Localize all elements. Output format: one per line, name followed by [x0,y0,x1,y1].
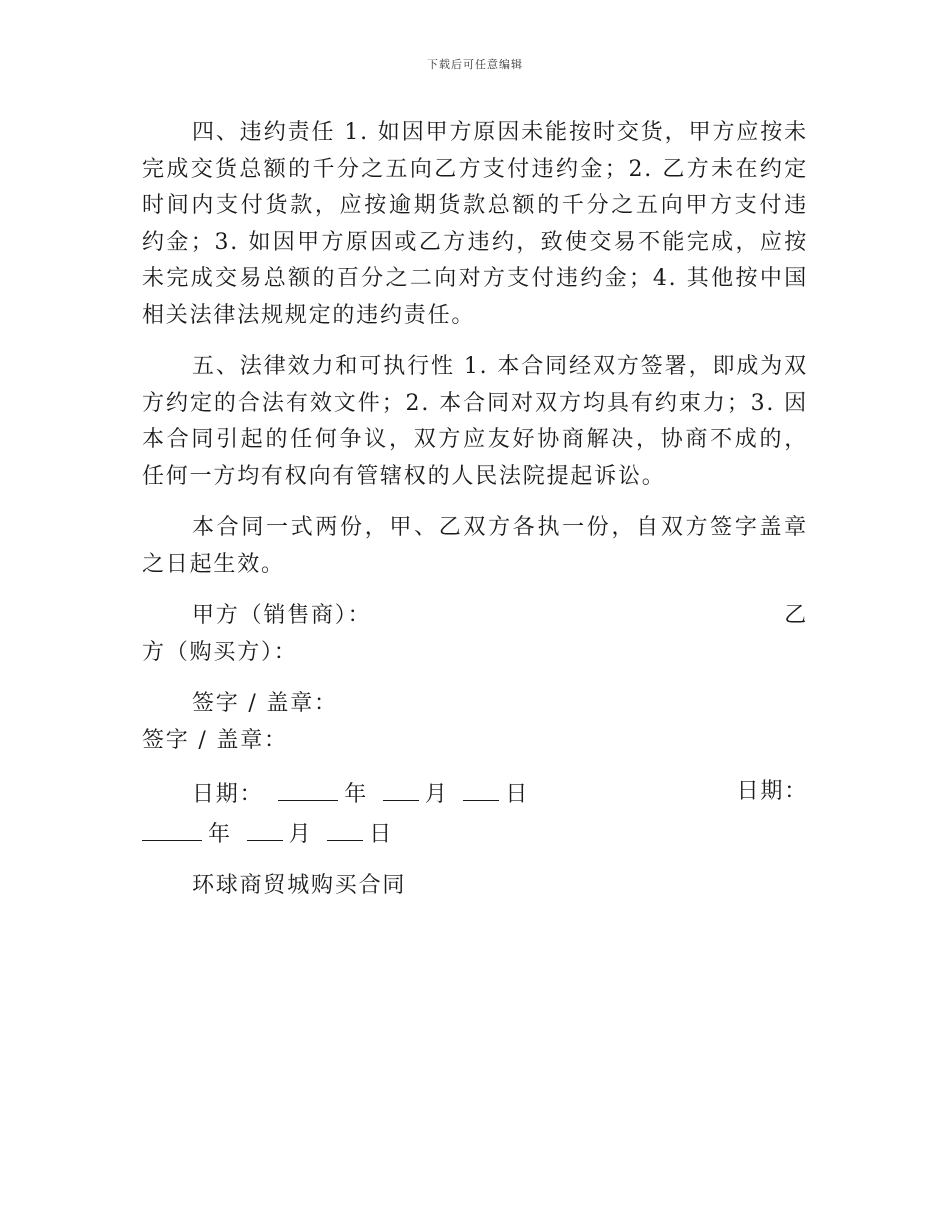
date-lines [142,774,808,853]
signature-lines [142,686,808,759]
date-a-year-blank [278,774,338,801]
date-b-month-blank [247,814,283,841]
date-b-year-blank [142,814,202,841]
party-b-label-rest: 方（购买方）： [142,639,298,665]
page-header: 下载后可任意编辑 [427,58,523,71]
date-b-day: 日 [369,821,394,847]
breach-liability-paragraph: 四、违约责任 1. 如因甲方原因未能按时交货，甲方应按未完成交货总额的千分之五向乙方支付违约金；2. 乙方未在约定时间内支付货款，应按逾期货款总额的千分之五向甲方支付违约金；3. 如因甲方原因或乙方违约，致使交易不能完成，应按未完成交易总额的百分之二向对方支付违约金；4. 其他按中国相关法律法规规定的违约责任。 [142,120,808,328]
date-a-day-blank [463,774,499,801]
date-a [192,774,529,814]
date-row-a [142,774,808,814]
party-labels-row [142,598,808,635]
date-a-day: 日 [505,782,530,807]
date-a-month-blank [383,774,419,801]
date-b-day-blank [327,814,363,841]
date-b-label: 日期： [736,779,808,804]
party-b-label-start: 乙 [784,603,808,628]
date-b-year: 年 [208,821,232,847]
party-labels [142,598,808,671]
date-row-b [142,814,808,854]
date-b-month: 月 [288,821,313,847]
party-a-label: 甲方（销售商）： [192,603,372,628]
date-a-year: 年 [344,782,369,807]
date-a-month: 月 [424,782,449,807]
copies-paragraph: 本合同一式两份，甲、乙双方各执一份，自双方签字盖章之日起生效。 [142,515,808,577]
sign-a-label: 签字 / 盖章： [192,691,338,716]
legal-effect-paragraph: 五、法律效力和可执行性 1. 本合同经双方签署，即成为双方约定的合法有效文件；2. 本合同对双方均具有约束力；3. 因本合同引起的任何争议，双方应友好协商解决，协商不成的，任何一方均有权向有管辖权的人民法院提起诉讼。 [142,354,808,489]
sign-b-label: 签字 / 盖章： [142,727,288,753]
contract-body [142,115,808,905]
date-a-label: 日期： [192,782,264,807]
footer-title: 环球商贸城购买合同 [192,873,407,898]
